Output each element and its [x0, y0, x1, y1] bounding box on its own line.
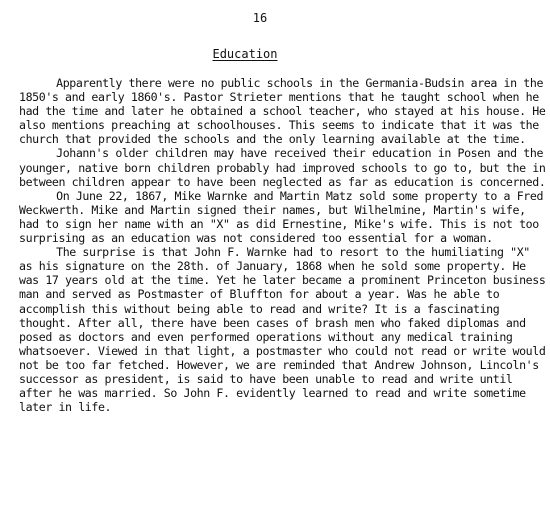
paragraph-schools: Apparently there were no public schools in the Germania-Budsin area in the 1850's and early 1860's. Pastor Strieter mentions that he taught school when he had the time and later he obtained a school teacher, who stayed at his house. He also mentions preaching at schoolhouses. This seems to indicate that it was the church that provided the schools and the only learning available at the time. — [19, 76, 546, 147]
paragraph-property-sale: On June 22, 1867, Mike Warnke and Martin Matz sold some property to a Fred Weckwerth. Mike and Martin signed their names, but Wilhelmine, Martin's wife, had to sign her name with an "X" as did Ernestine, Mike's wife. This is not too surprising as an education was not considered too essential for a woman. — [19, 188, 544, 246]
body-text — [19, 76, 547, 414]
section-title-text: Education — [212, 47, 278, 61]
paragraph-signature: The surprise is that John F. Warnke had to resort to the humiliating "X" as his signature on the 28th. of January, 1868 when he sold some property. He was 17 years old at the time. Yet he later became a prominent Princeton business man and served as Postmaster of Bluffton for about a year. Was he able to accomplish this without being able to read and write? It is a fascinating thought. After all, there have been cases of brash men who faked diplomas and posed as doctors and even performed operations without any medical training whatsoever. Viewed in that light, a postmaster who could not read or write would not be too far fetched. However, we are reminded that Andrew Johnson, Lincoln's successor as president, is said to have been unable to read and write until after he was married. So John F. evidently learned to read and write sometime later in life. — [19, 245, 546, 415]
paragraph-children: Johann's older children may have received their education in Posen and the younger, native born children probably had improved schools to go to, but the in between children appear to have been neglected as far as education is concerned. — [19, 146, 546, 189]
section-title — [0, 46, 490, 62]
page-number: 16 — [252, 11, 268, 25]
